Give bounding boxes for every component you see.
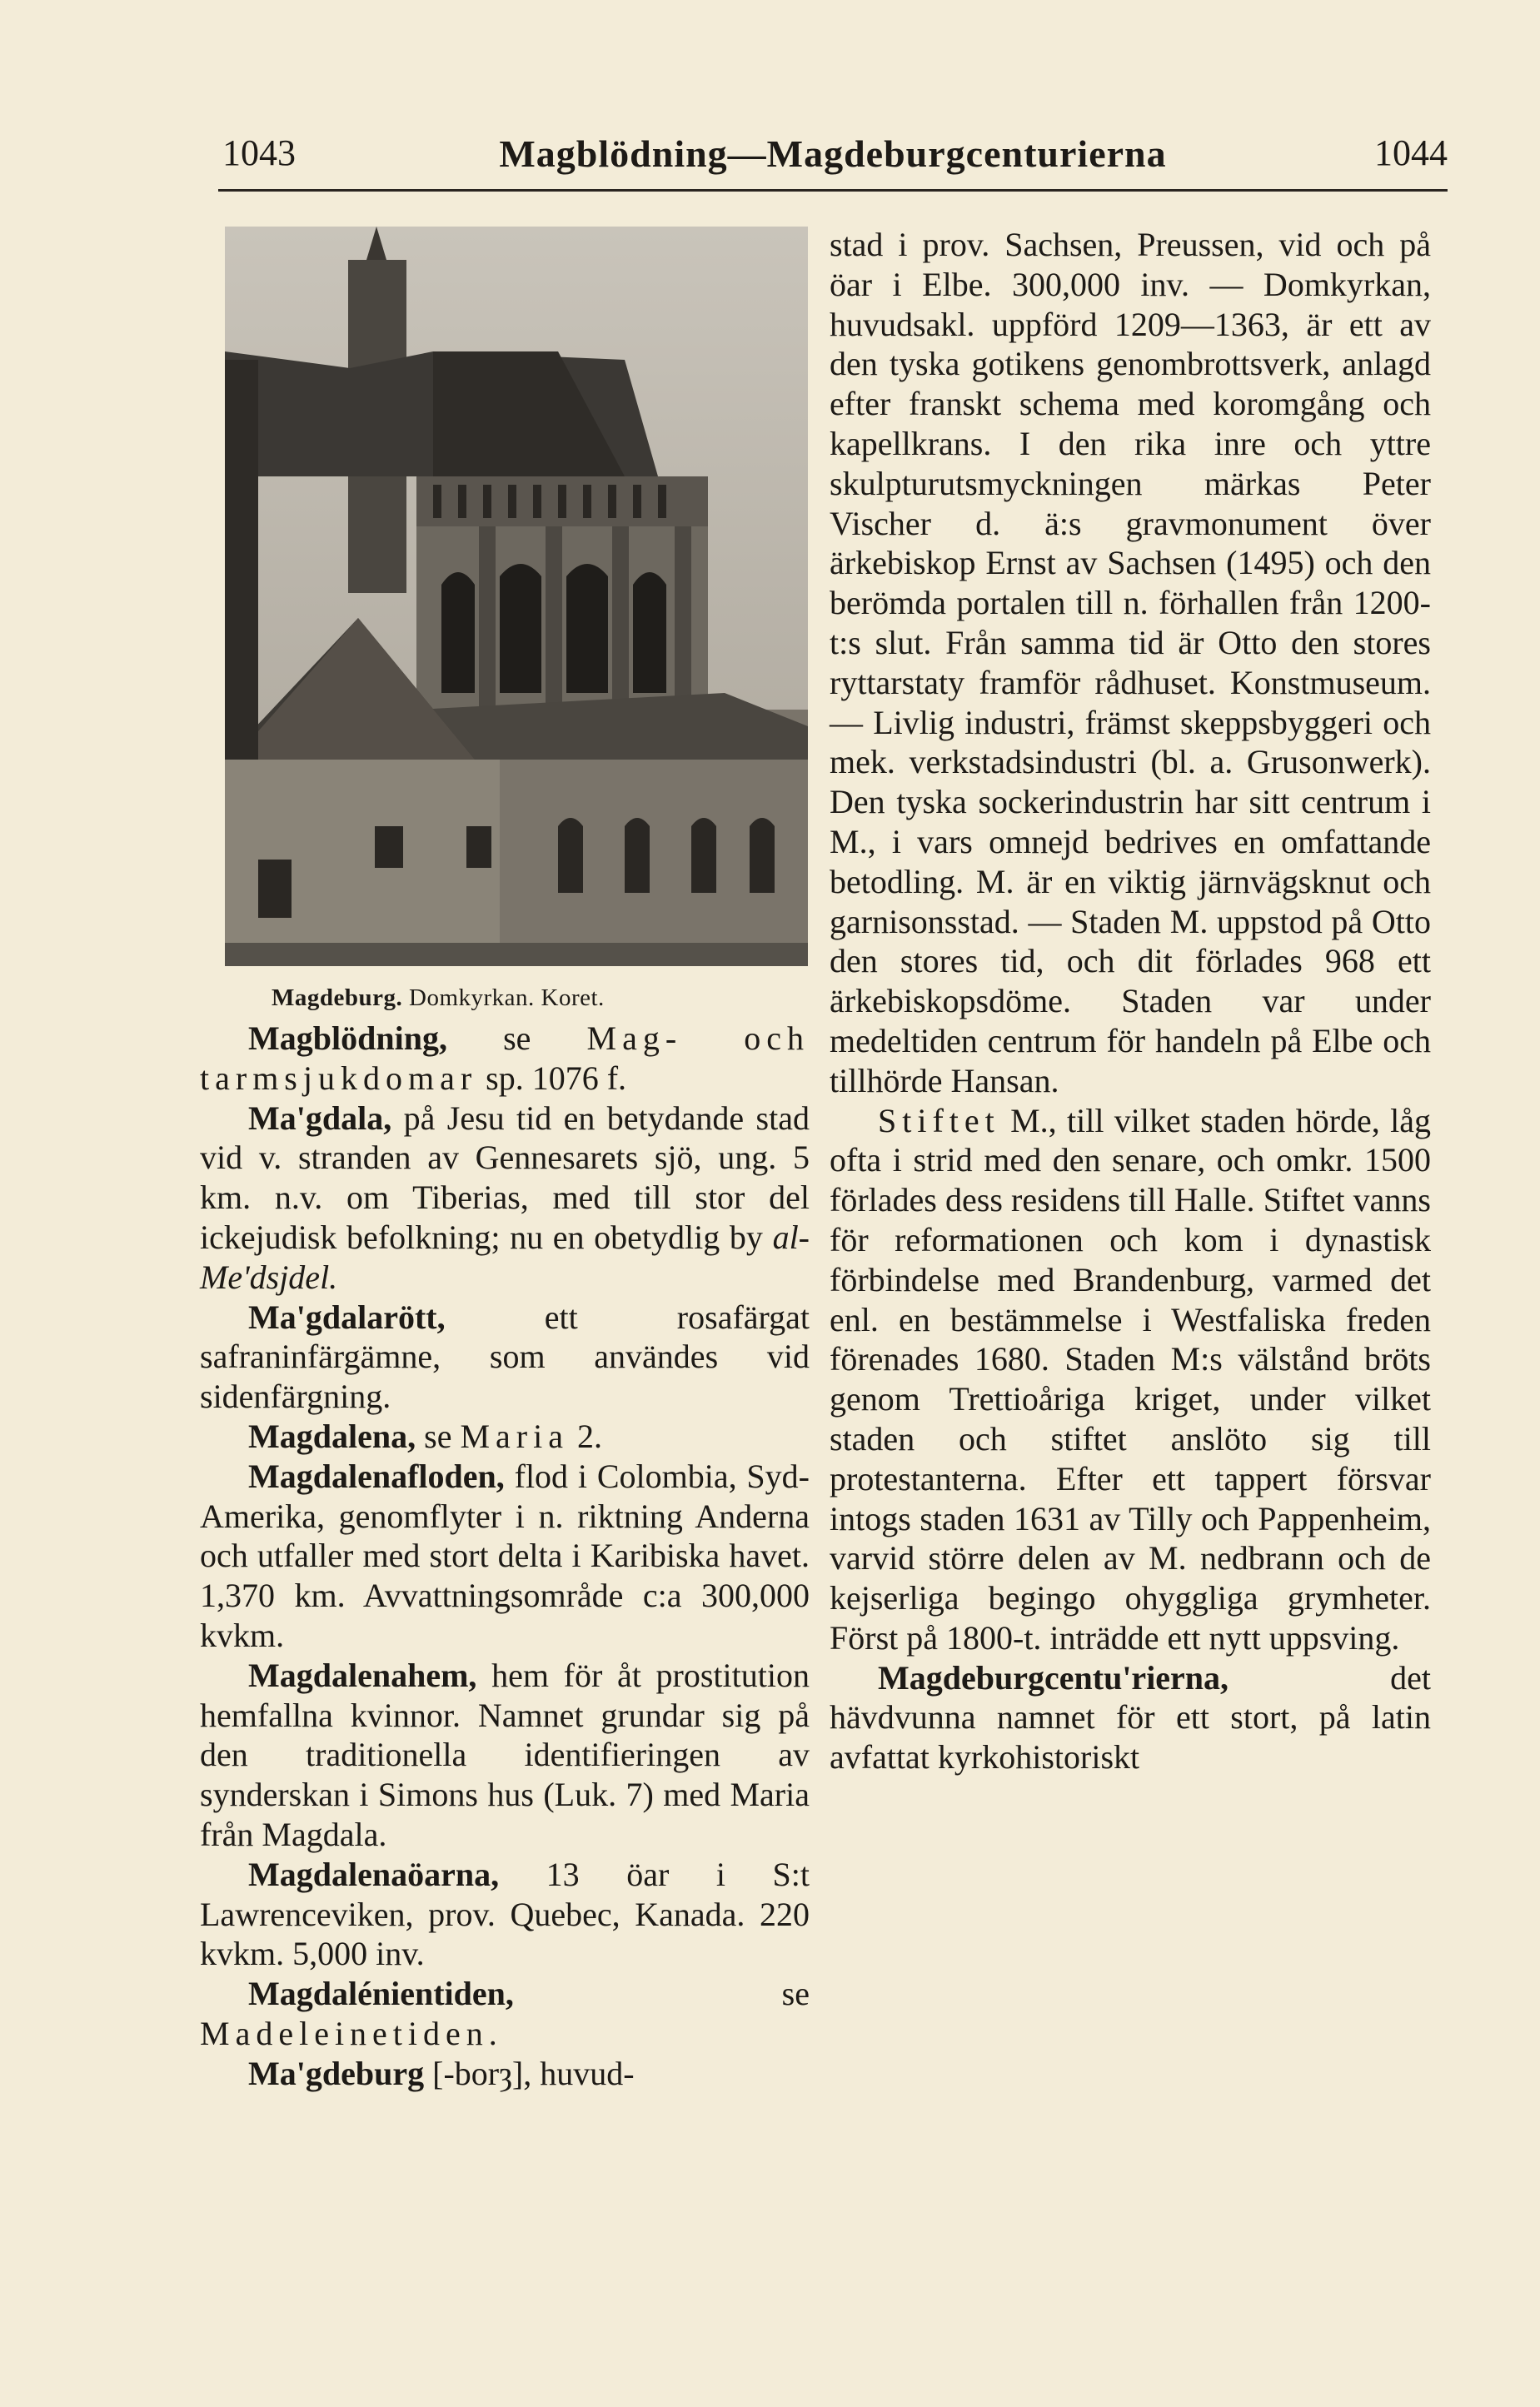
caption-place: Magdeburg.	[272, 984, 403, 1011]
entry-magdalenientiden: Magdalénientiden, se Madeleinetiden.	[200, 1975, 810, 2052]
figure-caption	[272, 984, 810, 1012]
entry-magdalenahem: Magdalenahem, hem för åt prostitution hemfallna kvinnor. Namnet grundar sig på den traditionella identifieringen av synderskan i Simons hus (Luk. 7) med Maria från Magdala.	[200, 1656, 810, 1853]
magdeburg-continued: stad i prov. Sachsen, Preussen, vid och på öar i Elbe. 300,000 inv. — Domkyrkan, huvudsakl. uppförd 1209—1363, är ett av den tyska gotikens genombrottsverk, anlagd efter franskt schema med koromgång och kapellkrans. I den rika inre och yttre skulpturutsmyckningen märkas Peter Vischer d. ä:s gravmonument över ärkebiskop Ernst av Sachsen (1495) och den berömda portalen till n. förhallen från 1200-t:s slut. Från samma tid är Otto den stores ryttarstaty framför rådhuset. Konstmuseum. — Livlig industri, främst skeppsbyggeri och mek. verkstadsindustri (bl. a. Grusonwerk). Den tyska sockerindustrin har sitt centrum i M., i vars omnejd bedrives en omfattande betodling. M. är en viktig järnvägsknut och garnisonsstad. — Staden M. uppstod på Otto den stores tid, och dit förlades 968 ett ärkebiskopsdöme. Staden var under medeltiden centrum för handeln på Elbe och tillhörde Hansan.	[830, 226, 1431, 1099]
entry-magdalenaoarna: Magdalenaöarna, 13 öar i S:t Lawrenceviken, prov. Quebec, Kanada. 220 kvkm. 5,000 inv.	[200, 1855, 810, 1973]
magdeburg-stiftet: Stiftet M., till vilket staden hörde, låg ofta i strid med den senare, och omkr. 1500 förlades dess residens till Halle. Stiftet vanns för reformationen och kom i dynastisk förbindelse med Brandenburg, varmed det enl. en bestämmelse i Westfaliska freden förenades 1680. Staden M:s välstånd bröts genom Trettioåriga kriget, under vilket staden och stiftet anslöto sig till protestanterna. Efter ett tappert försvar intogs staden 1631 av Tilly och Pappenheim, varvid större delen av M. nedbrann och de kejserliga begingo ohyggliga grymheter. Först på 1800-t. inträdde ett nytt uppsving.	[830, 1101, 1431, 1657]
entry-magdeburg: Ma'gdeburg [-borȝ], huvud-	[248, 2054, 635, 2092]
entry-magdalarott: Ma'gdalarött, ett rosafärgat safraninfärgämne, som användes vid sidenfärgning.	[200, 1298, 810, 1416]
left-column	[200, 227, 810, 2094]
right-page-number: 1044	[1374, 132, 1448, 173]
header-rule	[218, 189, 1448, 192]
running-header	[218, 132, 1448, 190]
entry-magblodning: Magblödning, se Mag- och tarmsjukdomar sp. 1076 f.	[200, 1019, 810, 1097]
entry-magdala: Ma'gdala, på Jesu tid en betydande stad vid v. stranden av Gennesarets sjö, ung. 5 km. n.v. om Tiberias, med till stor del ickejudisk befolkning; nu en obetydlig by al-Me'dsjdel.	[200, 1099, 810, 1296]
cathedral-photo	[225, 227, 808, 966]
entry-magdalena: Magdalena, se Maria 2.	[248, 1417, 602, 1455]
running-title: Magblödning—Magdeburgcenturierna	[499, 132, 1167, 175]
caption-text: Domkyrkan. Koret.	[409, 984, 605, 1011]
entry-magdeburgcenturierna: Magdeburgcentu'rierna, det hävdvunna namnet för ett stort, på latin avfattat kyrkohistoriskt	[830, 1658, 1431, 1777]
entry-magdalenafloden: Magdalenafloden, flod i Colombia, Syd-Amerika, genomflyter i n. riktning Anderna och utfaller med stort delta i Karibiska havet. 1,370 km. Avvattningsområde c:a 300,000 kvkm.	[200, 1457, 810, 1654]
left-page-number: 1043	[222, 132, 296, 173]
right-column	[830, 225, 1431, 1777]
